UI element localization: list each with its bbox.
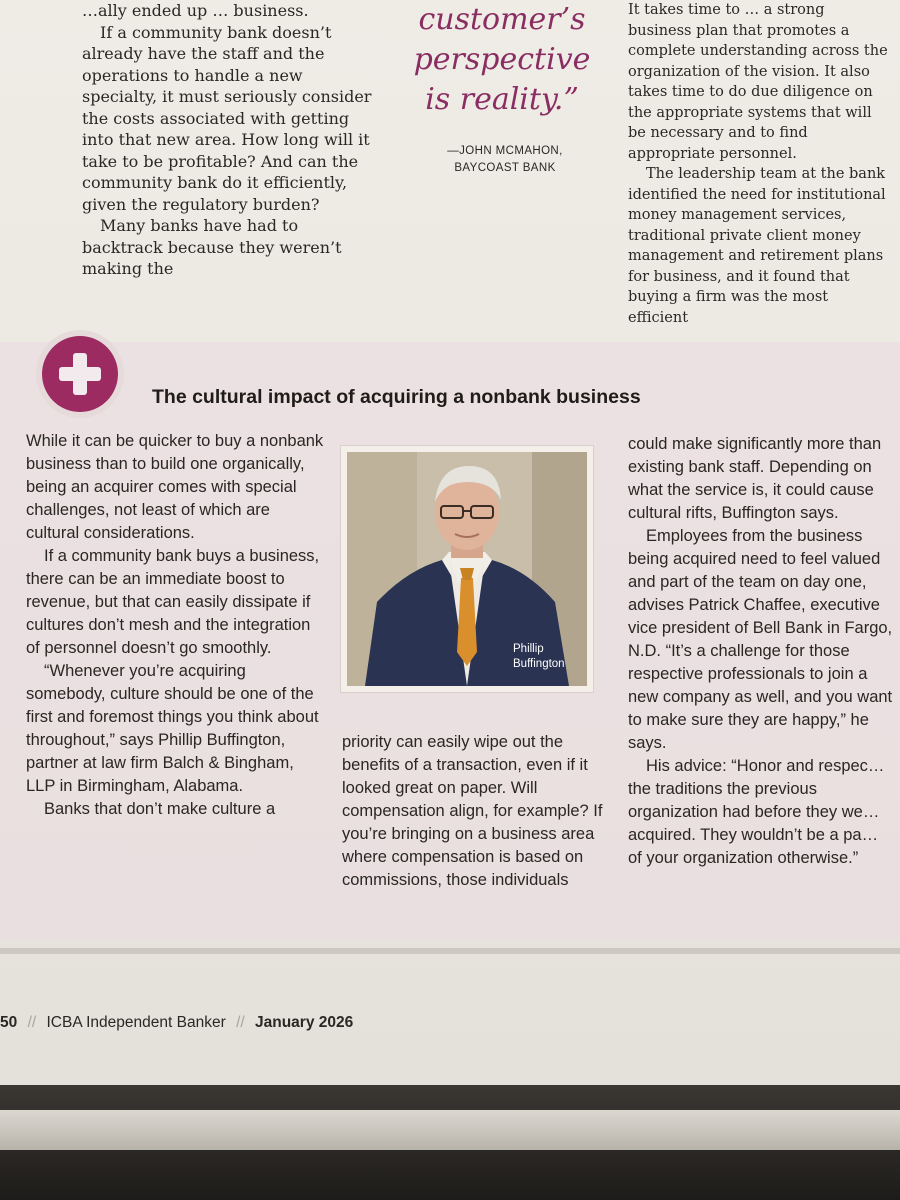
plus-badge (36, 330, 124, 418)
sidebar-title: The cultural impact of acquiring a nonbank business (152, 386, 641, 408)
photo-caption-last: Buffington (513, 658, 565, 670)
pull-quote-attribution (420, 143, 590, 177)
sidebar-paragraph: While it can be quicker to buy a nonbank business than to build one organically, being an acquirer comes with special challenges, not least of which are cultural considerations. (26, 432, 324, 542)
attribution-name: —JOHN MCMAHON, (447, 145, 563, 157)
page-number: 50 (0, 1014, 18, 1031)
footer-separator: // (27, 1014, 37, 1031)
photo-caption-first: Phillip (513, 643, 544, 655)
issue-date: January 2026 (255, 1014, 354, 1031)
article-paragraph: Many banks have had to backtrack because they weren’t making the (82, 216, 342, 278)
page-edge (0, 1110, 900, 1150)
sidebar-paragraph: Employees from the business being acquired need to feel valued and part of the team on day one, advises Patrick Chaffee, executive vice president of Bell Bank in Fargo, N.D. “It’s a challenge for those respective professionals to join a new company as well, and you want to make sure they are happy,” he says. (628, 527, 893, 752)
article-paragraph: It takes time to … a strong business plan that promotes a complete understanding across the organization of the vision. It also takes time to do due diligence on the appropriate systems that will be necessary and to find appropriate personnel. (628, 2, 888, 162)
article-paragraph: If a community bank doesn’t already have the staff and the operations to handle a new specialty, it must seriously consider the costs associated with getting into that new area. How long will it take to be profitable? And can the community bank do it efficiently, given the regulatory burden? (82, 22, 372, 214)
photo-caption (513, 642, 585, 672)
sidebar-column-1 (26, 430, 324, 821)
sidebar-paragraph: His advice: “Honor and respec… the traditions the previous organization had before they we… acquired. They wouldn’t be a pa… of your organization otherwise.” (628, 757, 885, 867)
sidebar-paragraph: If a community bank buys a business, there can be an immediate boost to revenue, but that can easily dissipate if cultures don’t mesh and the integration of personnel doesn’t go smoothly. (26, 547, 320, 657)
portrait-photo-frame (341, 446, 593, 692)
article-column-right (628, 0, 890, 328)
page-footer (0, 1014, 600, 1032)
footer-separator: // (236, 1014, 245, 1031)
sidebar-divider (0, 948, 900, 954)
sidebar-column-3 (628, 433, 896, 870)
sidebar-paragraph: “Whenever you’re acquiring somebody, culture should be one of the first and foremost things you think about throughout,” says Phillip Buffington, partner at law firm Balch & Bingham, LLP in Birmingham, Alabama. (26, 662, 319, 795)
attribution-org: BAYCOAST BANK (454, 162, 556, 174)
portrait-photo (347, 452, 587, 686)
plus-icon (42, 336, 118, 412)
article-column-left (82, 0, 382, 280)
pull-quote: customer’s perspective is reality.” (413, 2, 591, 117)
sidebar-paragraph: could make significantly more than existing bank staff. Depending on what the service is, it could cause cultural rifts, Buffington says. (628, 435, 882, 522)
sidebar-paragraph: priority can easily wipe out the benefits of a transaction, even if it looked great on paper. Will compensation align, for example? If you’re bringing on a business area where compensation is based on commissions, those individuals (342, 733, 603, 889)
sidebar-column-2 (342, 731, 624, 892)
publication-name: ICBA Independent Banker (46, 1014, 226, 1031)
sidebar-paragraph: Banks that don’t make culture a (44, 800, 276, 818)
article-paragraph: …ally ended up … business. (82, 1, 309, 20)
article-paragraph: The leadership team at the bank identified the need for institutional money management services, traditional private client money management and retirement plans for business, and it found that buying a firm was the most efficient (628, 166, 886, 326)
